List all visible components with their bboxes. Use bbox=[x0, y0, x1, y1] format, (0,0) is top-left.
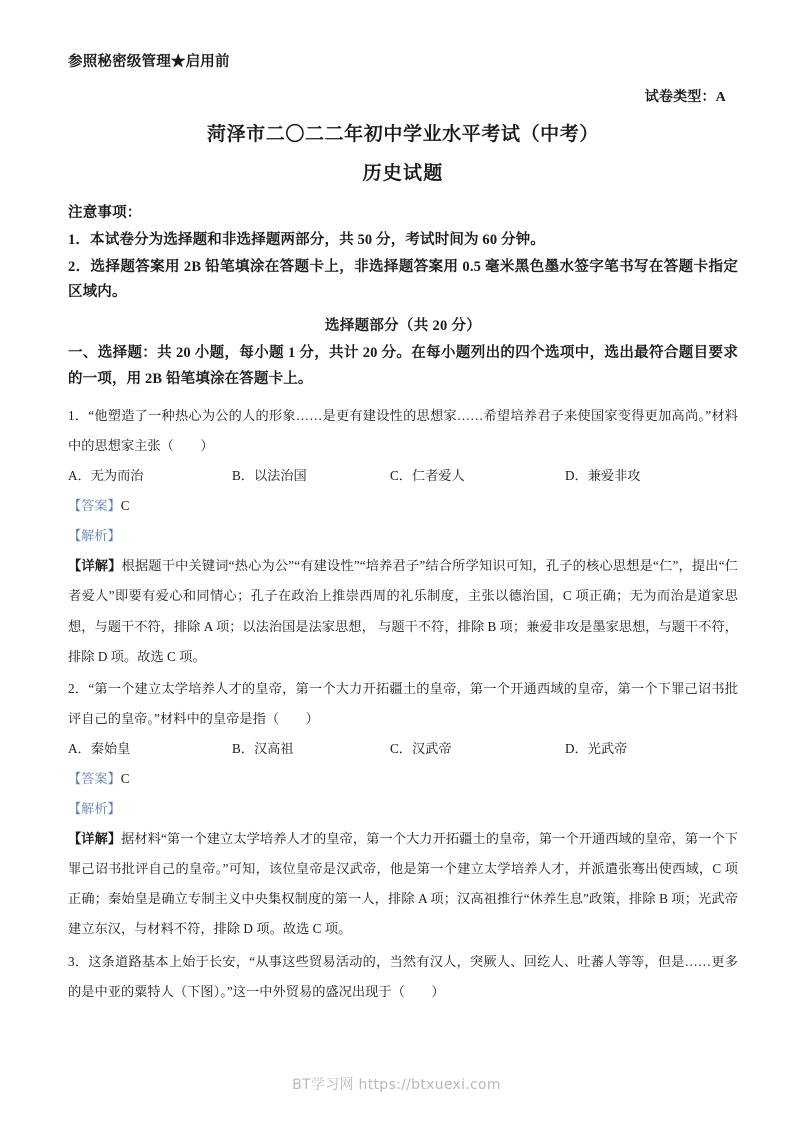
notice-item: 1．本试卷分为选择题和非选择题两部分，共 50 分，考试时间为 60 分钟。 bbox=[68, 232, 545, 249]
subject-title: 历史试题 bbox=[362, 162, 444, 184]
detail-text: 据材料“第一个建立太学培养人才的皇帝，第一个大力开拓疆土的皇帝，第一个开通西域的皇帝，第一个下罪己诏书批评自己的皇帝。”可知，该位皇帝是汉武帝，他是第一个建立太学培养人才，并派遣张骞出使西域，C 项正确；秦始皇是确立专制主义中央集权制度的第一人，排除 A 项；汉高祖推行“休养生息”政策，排除 B 项；光武帝建立东汉，与材料不符，排除 D 项。故选 C 项。 bbox=[68, 831, 739, 937]
analysis-line bbox=[68, 794, 738, 824]
answer-line bbox=[68, 764, 738, 794]
answer-tag: 【答案】 bbox=[68, 498, 121, 514]
footer-watermark: BT学习网 https://btxuexi.com bbox=[292, 1077, 501, 1093]
analysis-tag: 【解析】 bbox=[68, 801, 121, 817]
answer-value: C bbox=[120, 498, 130, 514]
notice-heading: 注意事项： bbox=[68, 205, 142, 222]
section-intro: 一、选择题：共 20 小题，每小题 1 分，共计 20 分。在每小题列出的四个选项中，选出最符合题目要求的一项，用 2B 铅笔填涂在答题卡上。 bbox=[68, 345, 738, 388]
option-d[interactable]: D．兼爱非攻 bbox=[565, 468, 641, 484]
option-c[interactable]: C．汉武帝 bbox=[390, 740, 452, 756]
question-block bbox=[68, 401, 738, 672]
question-block bbox=[68, 674, 738, 945]
answer-line bbox=[68, 491, 738, 521]
option-b[interactable]: B．汉高祖 bbox=[232, 740, 294, 756]
question-options bbox=[68, 461, 738, 491]
notice-item: 2．选择题答案用 2B 铅笔填涂在答题卡上，非选择题答案用 0.5 毫米黑色墨水签字笔书写在答题卡指定区域内。 bbox=[68, 259, 738, 301]
question-options bbox=[68, 734, 738, 764]
option-c[interactable]: C．仁者爱人 bbox=[390, 468, 465, 484]
page-title: 菏泽市二〇二二年初中学业水平考试（中考） bbox=[206, 124, 599, 146]
option-a[interactable]: A．无为而治 bbox=[68, 468, 144, 484]
question-block bbox=[68, 947, 738, 1007]
option-d[interactable]: D．光武帝 bbox=[565, 740, 628, 756]
detail-paragraph bbox=[68, 824, 738, 944]
detail-tag: 【详解】 bbox=[68, 558, 122, 574]
answer-tag: 【答案】 bbox=[68, 771, 121, 787]
analysis-tag: 【解析】 bbox=[68, 528, 121, 544]
detail-paragraph bbox=[68, 551, 738, 671]
question-stem: 2．“第一个建立太学培养人才的皇帝，第一个大力开拓疆土的皇帝，第一个开通西域的皇帝，第一个下罪己诏书批评自己的皇帝。”材料中的皇帝是指（ ） bbox=[68, 680, 738, 726]
question-stem: 3．这条道路基本上始于长安，“从事这些贸易活动的，当然有汉人，突厥人、回纥人、吐蕃人等等，但是……更多的是中亚的粟特人（下图）。”这一中外贸易的盛况出现于（ ） bbox=[68, 953, 738, 999]
option-a[interactable]: A．秦始皇 bbox=[68, 740, 131, 756]
detail-text: 根据题干中关键词“热心为公”“有建设性”“培养君子”结合所学知识可知，孔子的核心思想是“仁”，提出“仁者爱人”即要有爱心和同情心；孔子在政治上推崇西周的礼乐制度，主张以德治国，C 项正确；无为而治是道家思想，与题干不符，排除 A 项；以法治国是法家思想， 与题干不符，排除 B 项；兼爱非攻是墨家思想，与题干不符，排除 D 项。故选 C 项。 bbox=[68, 558, 738, 664]
section-title: 选择题部分（共 20 分） bbox=[324, 318, 482, 335]
detail-tag: 【详解】 bbox=[68, 831, 122, 847]
analysis-line bbox=[68, 521, 738, 551]
question-stem: 1．“他塑造了一种热心为公的人的形象……是更有建设性的思想家……希望培养君子来使国家变得更加高尚。”材料中的思想家主张（ ） bbox=[68, 407, 738, 453]
paper-type-label: 试卷类型：A bbox=[644, 90, 726, 106]
answer-value: C bbox=[120, 771, 130, 787]
secret-level-notice: 参照秘密级管理★启用前 bbox=[68, 54, 230, 70]
option-b[interactable]: B．以法治国 bbox=[232, 468, 307, 484]
